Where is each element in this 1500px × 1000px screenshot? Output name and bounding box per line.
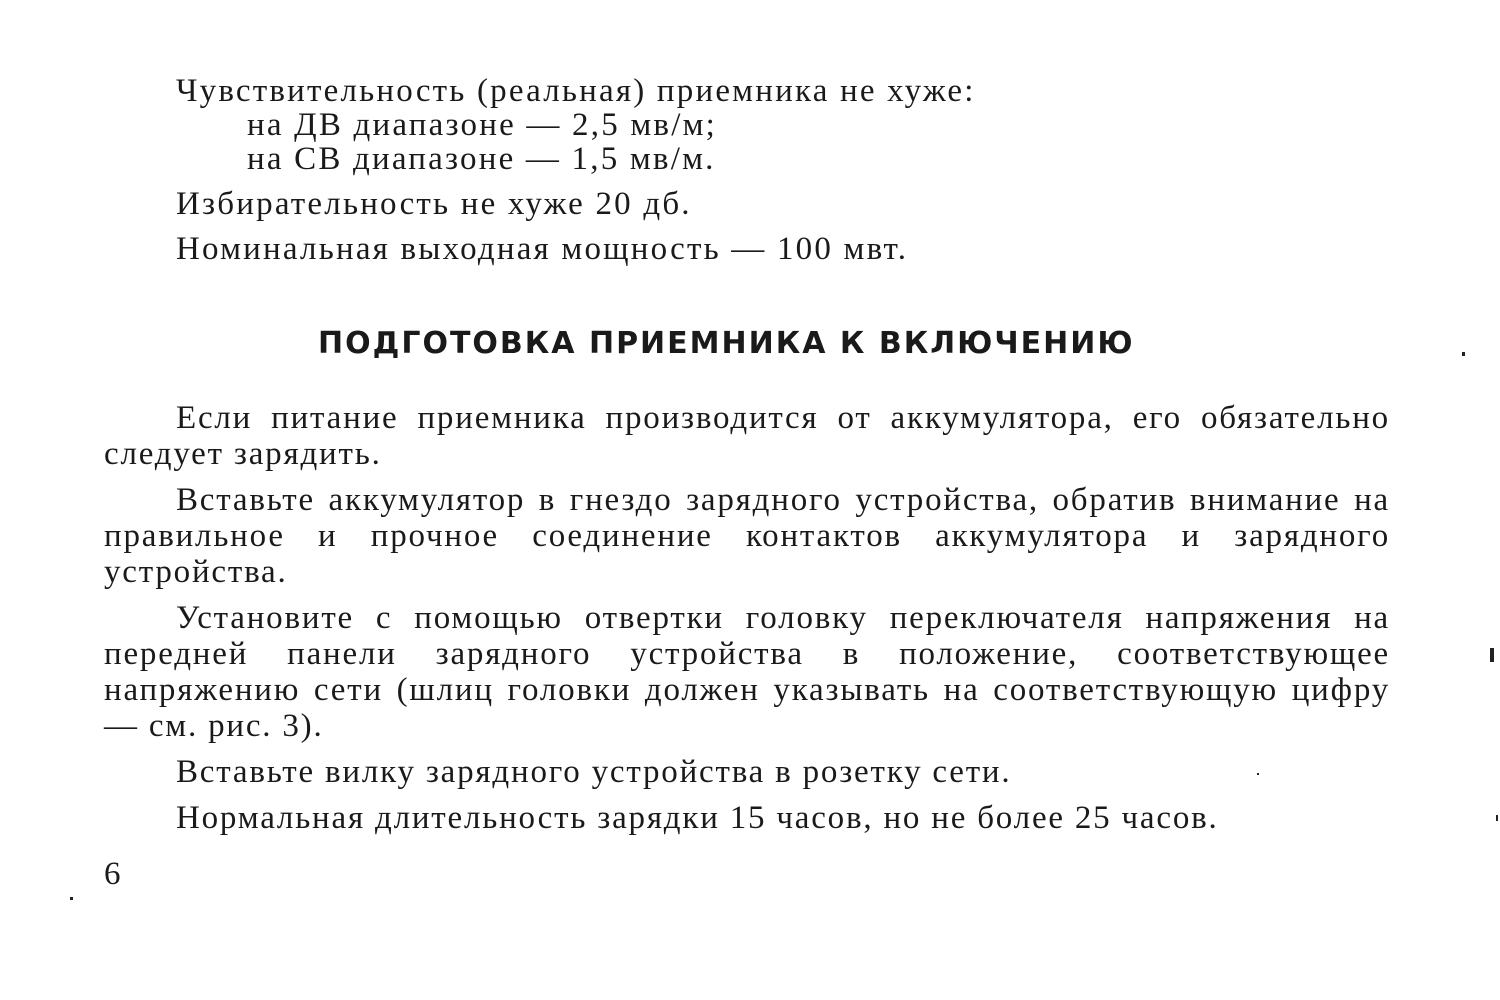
scan-speck [1257, 773, 1259, 775]
selectivity-line: Избирательность не хуже 20 дб. [176, 186, 692, 222]
page-number: 6 [104, 856, 121, 892]
paragraph-insert-battery: Вставьте аккумулятор в гнездо зарядного устройства, обратив внимание на правильное и прочное соединение контактов аккумулятора и зарядного устройства. [104, 482, 1390, 590]
section-body [104, 400, 1390, 846]
section-heading: ПОДГОТОВКА ПРИЕМНИКА К ВКЛЮЧЕНИЮ [318, 326, 1135, 361]
sensitivity-title: Чувствительность (реальная) приемника не хуже: [176, 73, 976, 109]
paragraph-charge-duration: Нормальная длительность зарядки 15 часов, но не более 25 часов. [176, 800, 1219, 836]
paragraph-plug-in: Вставьте вилку зарядного устройства в розетку сети. [176, 754, 1012, 790]
scan-speck [1496, 815, 1498, 821]
scan-speck [1462, 352, 1465, 356]
scan-speck [1490, 648, 1494, 662]
paragraph-set-voltage: Установите с помощью отвертки головку переключателя напряжения на передней панели зарядного устройства в положение, соответствующее напряжению сети (шлиц головки должен указывать на соответствующую цифру — см. рис. 3). [104, 600, 1390, 744]
sensitivity-dv: на ДВ диапазоне — 2,5 мв/м; [247, 107, 718, 143]
paragraph-charge-battery: Если питание приемника производится от аккумулятора, его обязательно следует зарядить. [104, 400, 1390, 472]
sensitivity-sv: на СВ диапазоне — 1,5 мв/м. [247, 141, 716, 177]
specifications-block [176, 74, 1176, 266]
scan-speck [70, 897, 73, 900]
output-power-line: Номинальная выходная мощность — 100 мвт. [176, 231, 909, 267]
